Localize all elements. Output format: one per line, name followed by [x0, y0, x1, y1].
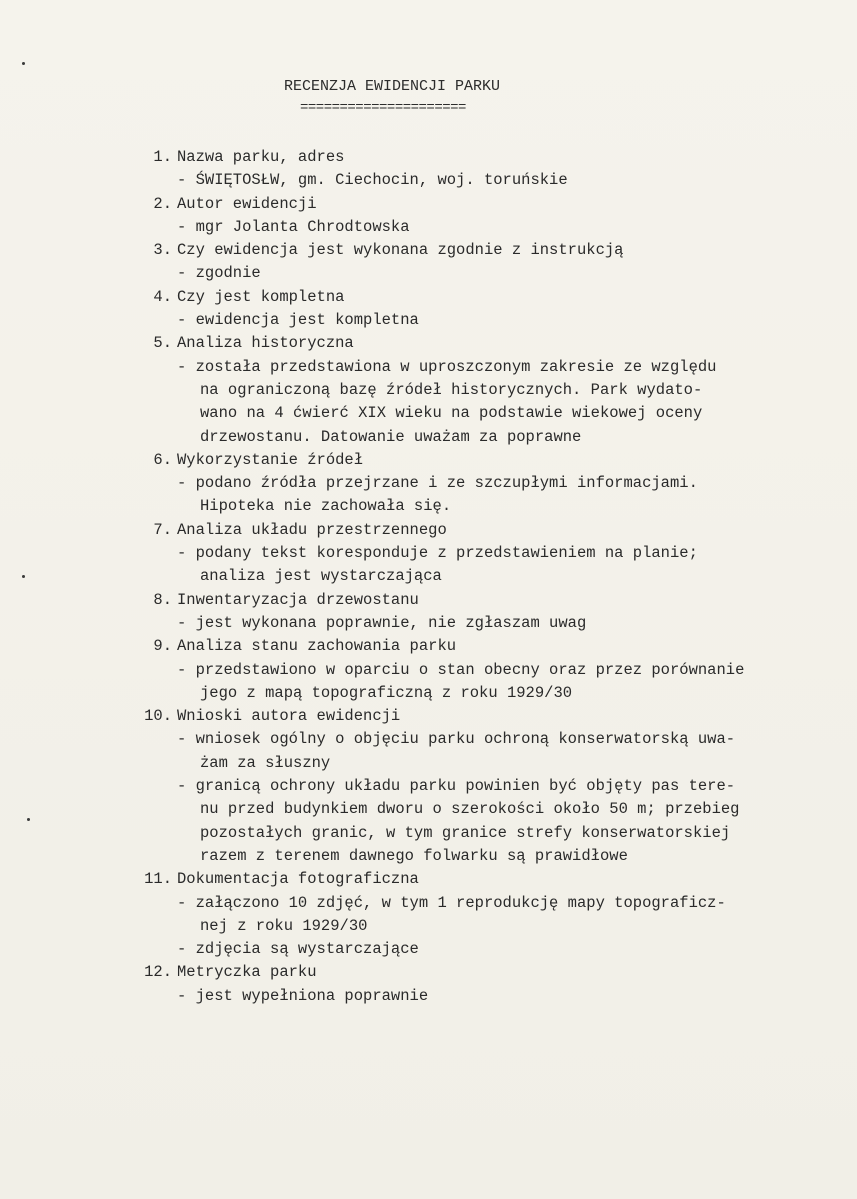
item-number: 6. — [153, 450, 172, 469]
item-heading: Dokumentacja fotograficzna — [177, 870, 419, 889]
item-detail-line — [0, 262, 857, 285]
review-item — [0, 961, 857, 984]
item-detail-line — [0, 915, 857, 938]
review-item — [0, 519, 857, 542]
item-detail-line — [0, 985, 857, 1008]
item-detail-line — [0, 472, 857, 495]
item-detail-line — [0, 728, 857, 751]
item-heading: Analiza historyczna — [177, 334, 354, 353]
review-item — [0, 239, 857, 262]
item-number: 10. — [144, 707, 172, 726]
item-detail-line — [0, 542, 857, 565]
item-answer-continuation: drzewostanu. Datowanie uważam za poprawne — [200, 427, 582, 446]
item-answer-continuation: nej z roku 1929/30 — [200, 916, 368, 935]
item-heading: Analiza stanu zachowania parku — [177, 637, 457, 656]
item-answer: - podany tekst koresponduje z przedstawieniem na planie; — [177, 544, 698, 563]
item-detail-line — [0, 752, 857, 775]
item-answer-continuation: pozostałych granic, w tym granice strefy konserwatorskiej — [200, 823, 731, 842]
item-answer-continuation: nu przed budynkiem dworu o szerokości około 50 m; przebieg — [200, 800, 740, 819]
item-detail-line — [0, 845, 857, 868]
item-heading: Metryczka parku — [177, 963, 317, 982]
item-answer: - została przedstawiona w uproszczonym zakresie ze względu — [177, 357, 717, 376]
review-item — [0, 193, 857, 216]
item-detail-line — [0, 402, 857, 425]
item-answer: - granicą ochrony układu parku powinien być objęty pas tere- — [177, 777, 736, 796]
item-answer-continuation: analiza jest wystarczająca — [200, 567, 442, 586]
item-answer-continuation: Hipoteka nie zachowała się. — [200, 497, 452, 516]
item-number: 2. — [153, 194, 172, 213]
item-heading: Inwentaryzacja drzewostanu — [177, 590, 419, 609]
review-item — [0, 705, 857, 728]
item-number: 12. — [144, 963, 172, 982]
review-item — [0, 635, 857, 658]
item-heading: Wykorzystanie źródeł — [177, 450, 364, 469]
item-detail-line — [0, 169, 857, 192]
review-item — [0, 332, 857, 355]
item-answer: - podano źródła przejrzane i ze szczupłymi informacjami. — [177, 474, 698, 493]
item-heading: Czy jest kompletna — [177, 287, 345, 306]
item-answer: - zgodnie — [177, 264, 261, 283]
item-answer-continuation: jego z mapą topograficzną z roku 1929/30 — [200, 683, 573, 702]
item-detail-line — [0, 775, 857, 798]
item-detail-line — [0, 892, 857, 915]
item-number: 7. — [153, 520, 172, 539]
item-number: 9. — [153, 637, 172, 656]
item-detail-line — [0, 216, 857, 239]
item-answer: - jest wykonana poprawnie, nie zgłaszam uwag — [177, 613, 587, 632]
item-detail-line — [0, 426, 857, 449]
item-answer: - wniosek ogólny o objęciu parku ochroną konserwatorską uwa- — [177, 730, 736, 749]
item-answer: - ŚWIĘTOSŁW, gm. Ciechocin, woj. toruńskie — [177, 171, 568, 190]
item-number: 1. — [153, 148, 172, 166]
item-answer: - zdjęcia są wystarczające — [177, 940, 419, 959]
item-heading: Wnioski autora ewidencji — [177, 707, 401, 726]
item-detail-line — [0, 682, 857, 705]
item-answer: - mgr Jolanta Chrodtowska — [177, 217, 410, 236]
review-item — [0, 449, 857, 472]
item-answer-continuation: na ograniczoną bazę źródeł historycznych. Park wydato- — [200, 380, 703, 399]
review-item — [0, 868, 857, 891]
paper-speck — [22, 62, 25, 65]
item-detail-line — [0, 659, 857, 682]
item-detail-line — [0, 822, 857, 845]
review-item — [0, 286, 857, 309]
item-answer: - ewidencja jest kompletna — [177, 311, 419, 330]
item-detail-line — [0, 612, 857, 635]
item-detail-line — [0, 379, 857, 402]
item-heading: Czy ewidencja jest wykonana zgodnie z instrukcją — [177, 241, 624, 260]
review-item — [0, 589, 857, 612]
item-heading: Analiza układu przestrzennego — [177, 520, 447, 539]
item-number: 4. — [153, 287, 172, 306]
item-detail-line — [0, 938, 857, 961]
item-detail-line — [0, 798, 857, 821]
item-number: 3. — [153, 241, 172, 260]
item-answer: - załączono 10 zdjęć, w tym 1 reprodukcję mapy topograficz- — [177, 893, 726, 912]
item-answer: - jest wypełniona poprawnie — [177, 986, 429, 1005]
item-answer-continuation: żam za słuszny — [200, 753, 331, 772]
item-heading: Autor ewidencji — [177, 194, 317, 213]
item-number: 5. — [153, 334, 172, 353]
item-answer-continuation: razem z terenem dawnego folwarku są prawidłowe — [200, 846, 628, 865]
review-item — [0, 146, 857, 169]
item-number: 8. — [153, 590, 172, 609]
review-list — [0, 146, 857, 1008]
title-underline: ===================== — [300, 100, 466, 116]
item-answer-continuation: wano na 4 ćwierć XIX wieku na podstawie wiekowej oceny — [200, 404, 703, 423]
item-detail-line — [0, 356, 857, 379]
item-detail-line — [0, 495, 857, 518]
item-number: 11. — [144, 870, 172, 889]
item-detail-line — [0, 565, 857, 588]
item-detail-line — [0, 309, 857, 332]
item-answer: - przedstawiono w oparciu o stan obecny oraz przez porównanie — [177, 660, 745, 679]
item-heading: Nazwa parku, adres — [177, 148, 345, 166]
document-title: RECENZJA EWIDENCJI PARKU — [284, 78, 501, 95]
